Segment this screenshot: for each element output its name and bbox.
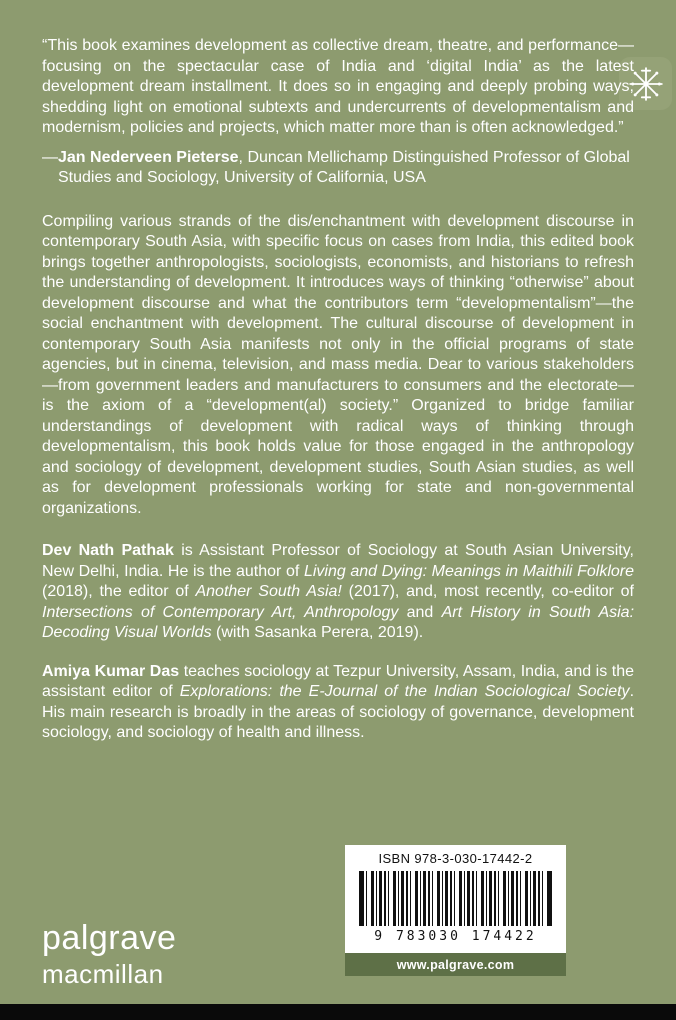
wordmark-macmillan: macmillan [42, 959, 164, 989]
isbn-label: ISBN 978-3-030-17442-2 [378, 851, 533, 866]
author-bio-dev-nath-pathak: Dev Nath Pathak is Assistant Professor of Sociology at South Asian University, New Delhi, India. He is the author of Living and Dying: Meanings in Maithili Folklore (2018), the editor of Another South Asia! (2017), and, most recently, co-editor of Intersections of Contemporary Art, Anthropology and Art History in South Asia: Decoding Visual Worlds (with Sasanka Perera, 2019). [42, 542, 635, 641]
back-cover-text [42, 36, 634, 744]
barcode-bars [359, 871, 552, 926]
publisher-website-strip [345, 953, 566, 976]
publisher-wordmark [42, 921, 176, 987]
publisher-website-url: www.palgrave.com [396, 957, 515, 972]
review-quote: “This book examines development as collective dream, theatre, and performance—focusing on the spectacular case of India and ‘digital India’ as the latest development dream installment. It does so in engaging and deeply probing ways, shedding light on emotional subtexts and undercurrents of developmentalism and modernism, policies and projects, which matter more than is often acknowledged.” [42, 37, 634, 136]
book-description: Compiling various strands of the dis/enchantment with development discourse in contemporary South Asia, with specific focus on cases from India, this edited book brings together anthropologists, sociologists, economists, and historians to refresh the understanding of development. It introduces ways of thinking “otherwise” about development discourse and what the contributors term “developmentalism”—the social enchantment with development. The cultural discourse of development in contemporary South Asia manifests not only in the official programs of state agencies, but in cinema, television, and mass media. Dear to various stakeholders—from government leaders and manufacturers to consumers and the electorate—is the axiom of a “development(al) society.” Organized to bridge familiar understandings of development with radical ways of thinking through developmentalism, this book holds value for those engaged in the anthropology and sociology of development, development studies, South Asian studies, as well as for development professionals working for state and non-governmental organizations. [42, 212, 634, 517]
author-bio-amiya-kumar-das: Amiya Kumar Das teaches sociology at Tezpur University, Assam, India, and is the assistant editor of Explorations: the E-Journal of the Indian Sociological Society. His main research is broadly in the areas of sociology of governance, development sociology, and sociology of health and illness. [42, 662, 635, 741]
barcode-panel [345, 845, 566, 953]
quote-attribution: —Jan Nederveen Pieterse, Duncan Mellichamp Distinguished Professor of Global Studies and Sociology, University of California, USA [42, 148, 630, 186]
wordmark-palgrave: palgrave [42, 919, 177, 957]
page-bottom-edge [0, 1004, 676, 1020]
barcode-digits: 9 783030 174422 [374, 929, 537, 944]
